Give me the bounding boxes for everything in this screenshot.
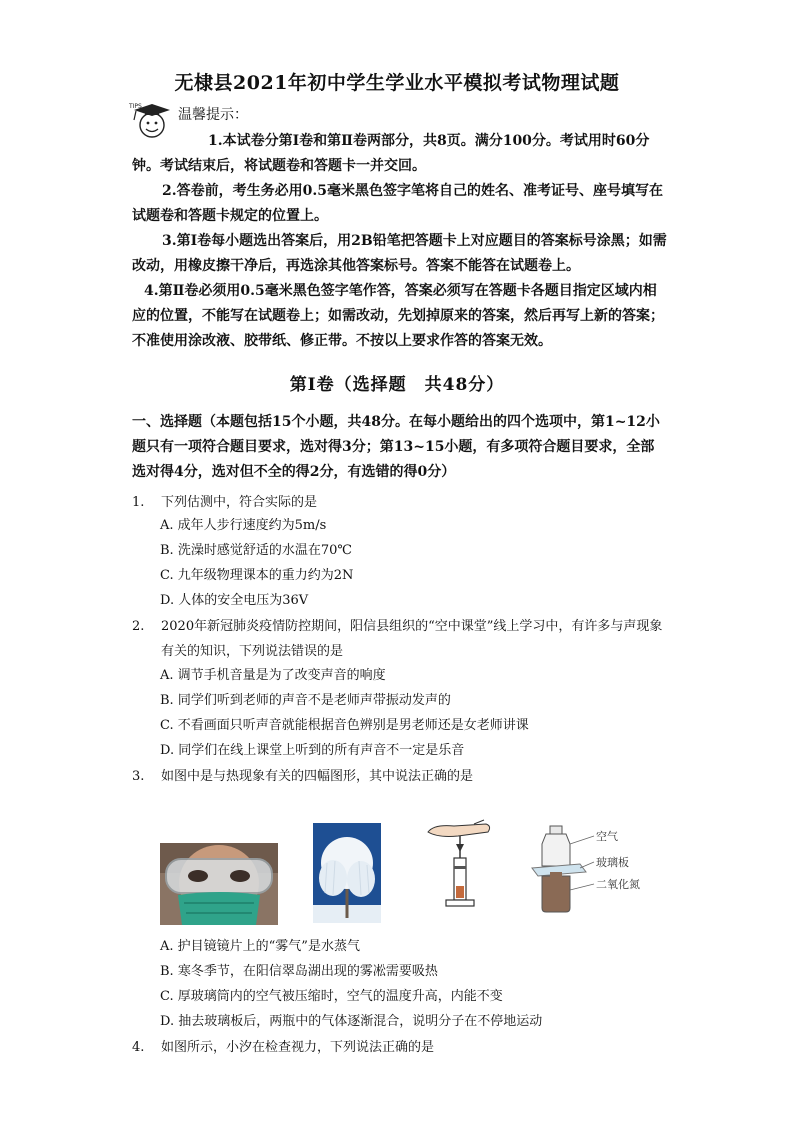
option-2a: A. 调节手机音量是为了改变声音的响度 [160,668,386,683]
notice-3: 3.第Ⅰ卷每小题选出答案后，用2B铅笔把答题卡上对应题目的答案标号涂黑；如需改动，用橡皮擦干净后，再选涂其他答案标号。答案不能答在试题卷上。 [132,233,667,274]
option-1d: D. 人体的安全电压为36V [160,593,309,608]
notice-4: 4.第Ⅱ卷必须用0.5毫米黑色签字笔作答，答案必须写在答题卡各题目指定区域内相应的位置，不能写在试题卷上；如需改动，先划掉原来的答案，然后再写上新的答案；不准使用涂改液、胶带纸、修正带。不按以上要求作答的答案无效。 [132,283,664,349]
rime-tree-photo [313,823,381,923]
goggles-mask-photo [160,843,278,925]
option-2d: D. 同学们在线上课堂上听到的所有声音不一定是乐音 [160,743,465,758]
question-number: 2. [132,619,145,634]
question-number: 3. [132,769,145,784]
section-title: 第Ⅰ卷（选择题 共48分） [289,375,505,395]
option-1c: C. 九年级物理课本的重力约为2N [160,568,354,583]
question-3 [132,764,668,789]
notice-1: 1.本试卷分第Ⅰ卷和第Ⅱ卷两部分，共8页。满分100分。考试用时60分钟。考试结束后，将试题卷和答题卡一并交回。 [132,133,650,174]
option-3b: B. 寒冬季节，在阳信翠岛湖出现的雾凇需要吸热 [160,964,438,979]
option-2c: C. 不看画面只听声音就能根据音色辨别是男老师还是女老师讲课 [160,718,529,733]
svg-text:TIPS: TIPS [129,103,142,110]
label-no2: 二氧化氮 [596,878,640,891]
label-glass-plate: 玻璃板 [596,856,629,869]
question-stem: 2020年新冠肺炎疫情防控期间，阳信县组织的“空中课堂”线上学习中，有许多与声现象有关的知识，下列说法错误的是 [161,619,663,659]
question-number: 1. [132,495,145,510]
question-stem: 如图中是与热现象有关的四幅图形，其中说法正确的是 [161,769,474,784]
option-3c: C. 厚玻璃筒内的空气被压缩时，空气的温度升高，内能不变 [160,989,503,1004]
question-number: 4. [132,1040,145,1055]
question-stem: 如图所示，小汐在检查视力，下列说法正确的是 [161,1040,435,1055]
option-2b: B. 同学们听到老师的声音不是老师声带振动发声的 [160,693,451,708]
option-1b: B. 洗澡时感觉舒适的水温在70℃ [160,543,352,558]
section-intro: 一、选择题（本题包括15个小题，共48分。在每小题给出的四个选项中，第1~12小题只有一项符合题目要求，选对得3分；第13~15小题，有多项符合题目要求，全部选对得4分，选对但不全的得2分，有选错的得0分） [132,414,660,480]
label-air: 空气 [596,830,618,843]
question-1 [132,490,668,515]
option-3d: D. 抽去玻璃板后，两瓶中的气体逐渐混合，说明分子在不停地运动 [160,1014,543,1029]
tip-label: 温馨提示： [178,107,248,123]
option-3a: A. 护目镜镜片上的“雾气”是水蒸气 [160,939,360,954]
question-2 [132,614,668,664]
exam-title: 无棣县2021年初中学生学业水平模拟考试物理试题 [174,72,620,94]
option-1a: A. 成年人步行速度约为5m/s [160,518,327,533]
question-4 [132,1035,668,1060]
compression-cylinder-diagram [424,818,494,914]
question-stem: 下列估测中，符合实际的是 [161,495,318,510]
gas-diffusion-diagram [530,822,662,914]
notice-2: 2.答卷前，考生务必用0.5毫米黑色签字笔将自己的姓名、准考证号、座号填写在试题卷和答题卡规定的位置上。 [132,183,663,224]
